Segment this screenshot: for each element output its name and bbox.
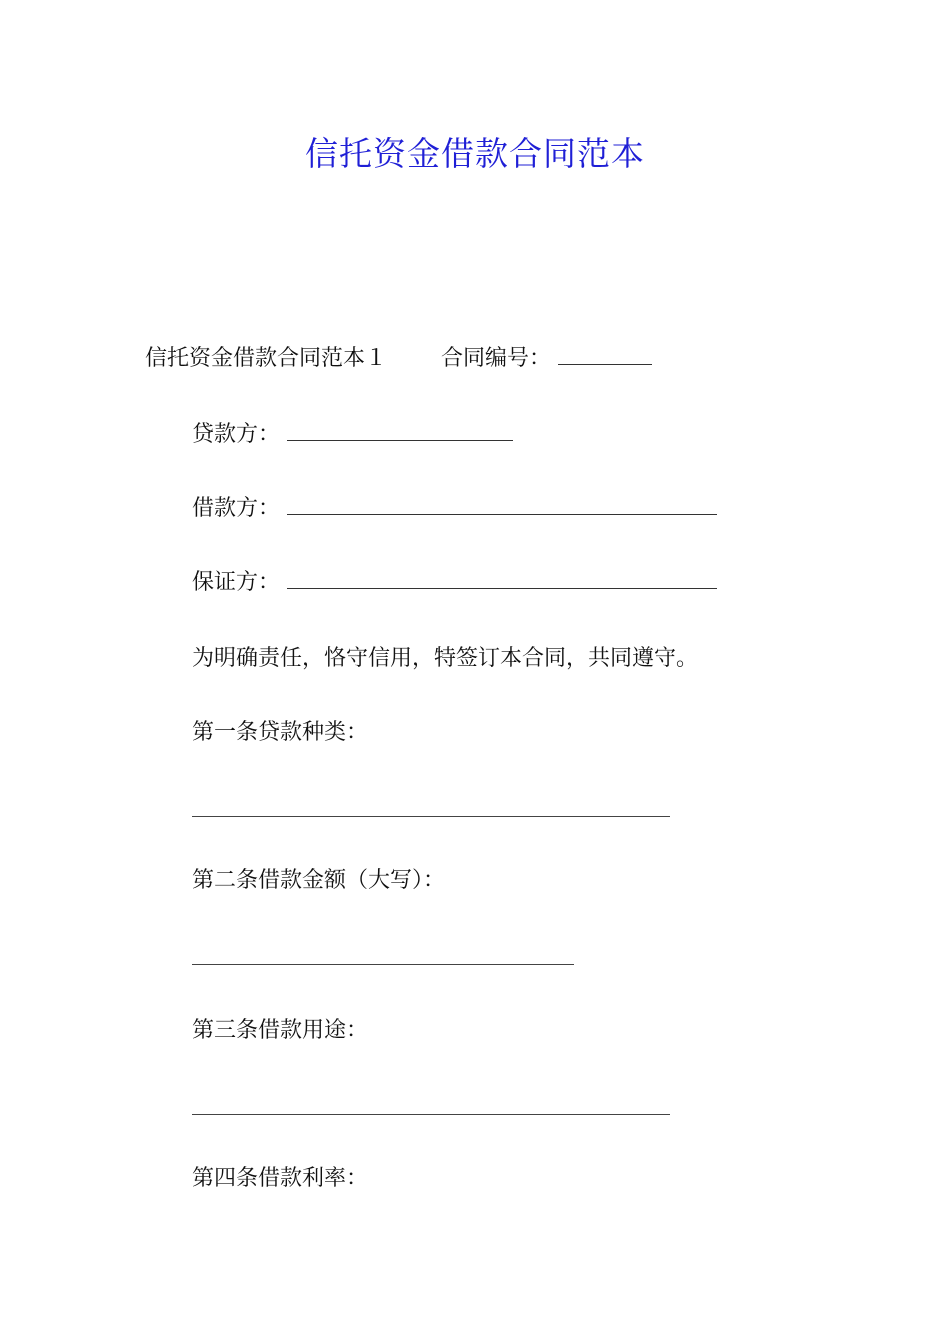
header-line <box>145 344 652 374</box>
contract-number-label: 合同编号： <box>441 346 552 371</box>
article-3: 第三条借款用途： <box>192 1018 369 1043</box>
lender-blank <box>287 420 513 441</box>
guarantor-blank <box>287 568 717 589</box>
article-4: 第四条借款利率： <box>192 1166 369 1191</box>
article-1: 第一条贷款种类： <box>192 720 369 745</box>
guarantor-label: 保证方： <box>192 570 281 595</box>
borrower-line <box>192 494 717 524</box>
borrower-label: 借款方： <box>192 496 281 521</box>
lender-label: 贷款方： <box>192 422 281 447</box>
preamble: 为明确责任，恪守信用，特签订本合同，共同遵守。 <box>192 646 699 671</box>
guarantor-line <box>192 568 717 598</box>
borrower-blank <box>287 494 717 515</box>
article-2-blank <box>192 964 574 965</box>
page-title: 信托资金借款合同范本 <box>305 134 645 173</box>
article-2: 第二条借款金额（大写）： <box>192 868 446 893</box>
article-3-blank <box>192 1114 670 1115</box>
document-subtitle: 信托资金借款合同范本１ <box>145 346 388 371</box>
contract-number-blank <box>558 344 652 365</box>
article-1-blank <box>192 816 670 817</box>
lender-line <box>192 420 513 450</box>
